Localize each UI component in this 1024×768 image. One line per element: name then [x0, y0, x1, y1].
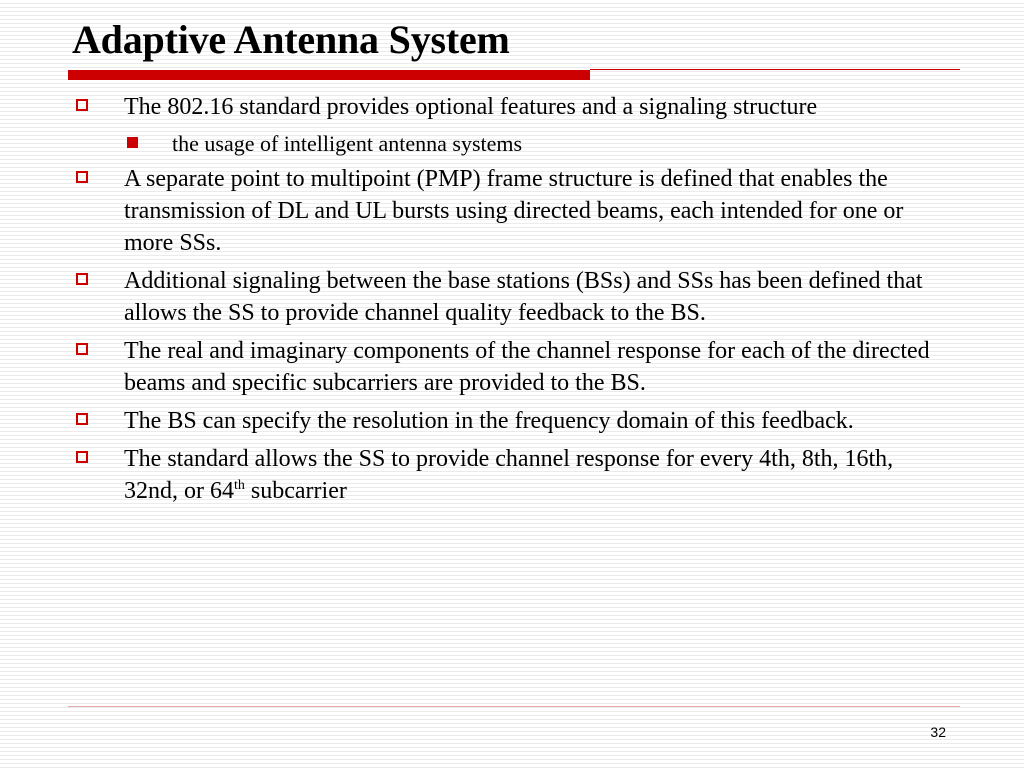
hollow-square-bullet-icon	[76, 343, 88, 355]
bullet-item	[72, 163, 952, 259]
bullet-text-tail: subcarrier	[244, 478, 347, 504]
bullet-item	[72, 443, 952, 507]
ordinal-superscript: th	[234, 478, 245, 493]
bullet-text: Additional signaling between the base stations (BSs) and SSs has been defined that allows the SS to provide channel quality feedback to the BS.	[124, 268, 923, 326]
hollow-square-bullet-icon	[76, 273, 88, 285]
hollow-square-bullet-icon	[76, 99, 88, 111]
bullet-text: A separate point to multipoint (PMP) frame structure is defined that enables the transmission of DL and UL bursts using directed beams, each intended for one or more SSs.	[124, 166, 904, 256]
bullet-text: The standard allows the SS to provide channel response for every 4th, 8th, 16th, 32nd, or 64	[124, 446, 894, 504]
hollow-square-bullet-icon	[76, 413, 88, 425]
hollow-square-bullet-icon	[76, 171, 88, 183]
bullet-list	[72, 91, 952, 513]
slide-title: Adaptive Antenna System	[72, 17, 510, 62]
page-number: 32	[930, 724, 946, 740]
sub-bullet-item	[72, 129, 952, 159]
filled-square-bullet-icon	[127, 137, 138, 148]
bullet-text: The BS can specify the resolution in the frequency domain of this feedback.	[124, 408, 854, 434]
sub-bullet-text: the usage of intelligent antenna systems	[172, 131, 523, 156]
title-underline-bar	[68, 70, 590, 80]
title-underline-rule	[590, 69, 960, 70]
bullet-item	[72, 265, 952, 329]
bullet-item	[72, 91, 952, 123]
bullet-item	[72, 405, 952, 437]
hollow-square-bullet-icon	[76, 451, 88, 463]
bullet-text: The 802.16 standard provides optional features and a signaling structure	[124, 94, 818, 120]
bullet-text: The real and imaginary components of the channel response for each of the directed beams and specific subcarriers are provided to the BS.	[124, 338, 930, 396]
bullet-item	[72, 335, 952, 399]
footer-rule	[68, 706, 960, 707]
